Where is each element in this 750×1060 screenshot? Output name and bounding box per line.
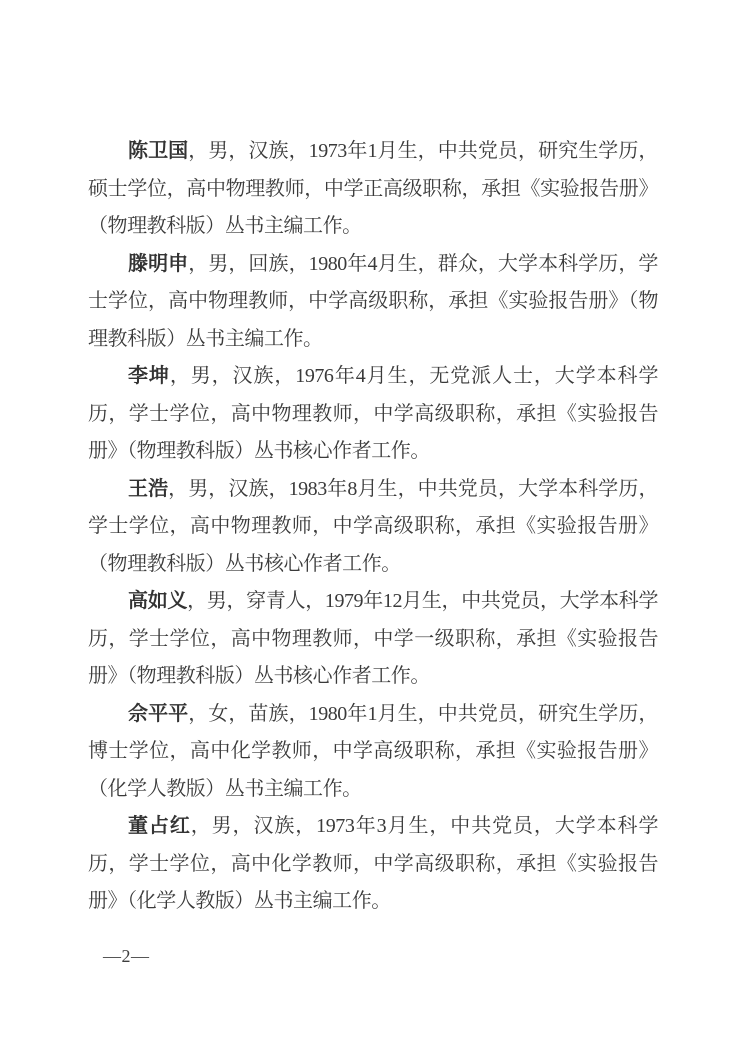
bio-text: ，男，汉族，1983年8月生，中共党员，大学本科学历，学士学位，高中物理教师，中学高级职称，承担《实验报告册》（物理教科版）丛书核心作者工作。 — [88, 477, 658, 575]
person-name: 高如义 — [128, 590, 188, 612]
bio-text: ，男，汉族，1973年1月生，中共党员，研究生学历，硕士学位，高中物理教师，中学正高级职称，承担《实验报告册》（物理教科版）丛书主编工作。 — [88, 140, 658, 237]
bio-paragraph — [88, 246, 658, 359]
person-name: 李坤 — [128, 365, 170, 387]
person-name: 王浩 — [128, 477, 169, 500]
person-name: 佘平平 — [128, 702, 189, 725]
bio-paragraph — [88, 696, 658, 809]
bio-paragraph — [88, 133, 658, 246]
person-name: 董占红 — [128, 815, 191, 837]
bio-paragraph — [88, 358, 658, 471]
document-body — [88, 133, 658, 921]
bio-paragraph — [88, 471, 658, 584]
bio-text: ，女，苗族，1980年1月生，中共党员，研究生学历，博士学位，高中化学教师，中学高级职称，承担《实验报告册》（化学人教版）丛书主编工作。 — [88, 702, 658, 800]
bio-text: ，男，回族，1980年4月生，群众，大学本科学历，学士学位，高中物理教师，中学高级职称，承担《实验报告册》（物理教科版）丛书主编工作。 — [88, 252, 658, 350]
person-name: 滕明申 — [128, 252, 189, 275]
bio-text: ，男，汉族，1976年4月生，无党派人士，大学本科学历，学士学位，高中物理教师，中学高级职称，承担《实验报告册》（物理教科版）丛书核心作者工作。 — [88, 365, 658, 462]
bio-paragraph — [88, 808, 658, 921]
person-name: 陈卫国 — [128, 140, 189, 162]
page-number: —2— — [103, 946, 150, 966]
bio-text: ，男，穿青人，1979年12月生，中共党员，大学本科学历，学士学位，高中物理教师，中学一级职称，承担《实验报告册》（物理教科版）丛书核心作者工作。 — [88, 590, 658, 687]
bio-text: ，男，汉族，1973年3月生，中共党员，大学本科学历，学士学位，高中化学教师，中学高级职称，承担《实验报告册》（化学人教版）丛书主编工作。 — [88, 815, 659, 912]
bio-paragraph — [88, 583, 658, 696]
